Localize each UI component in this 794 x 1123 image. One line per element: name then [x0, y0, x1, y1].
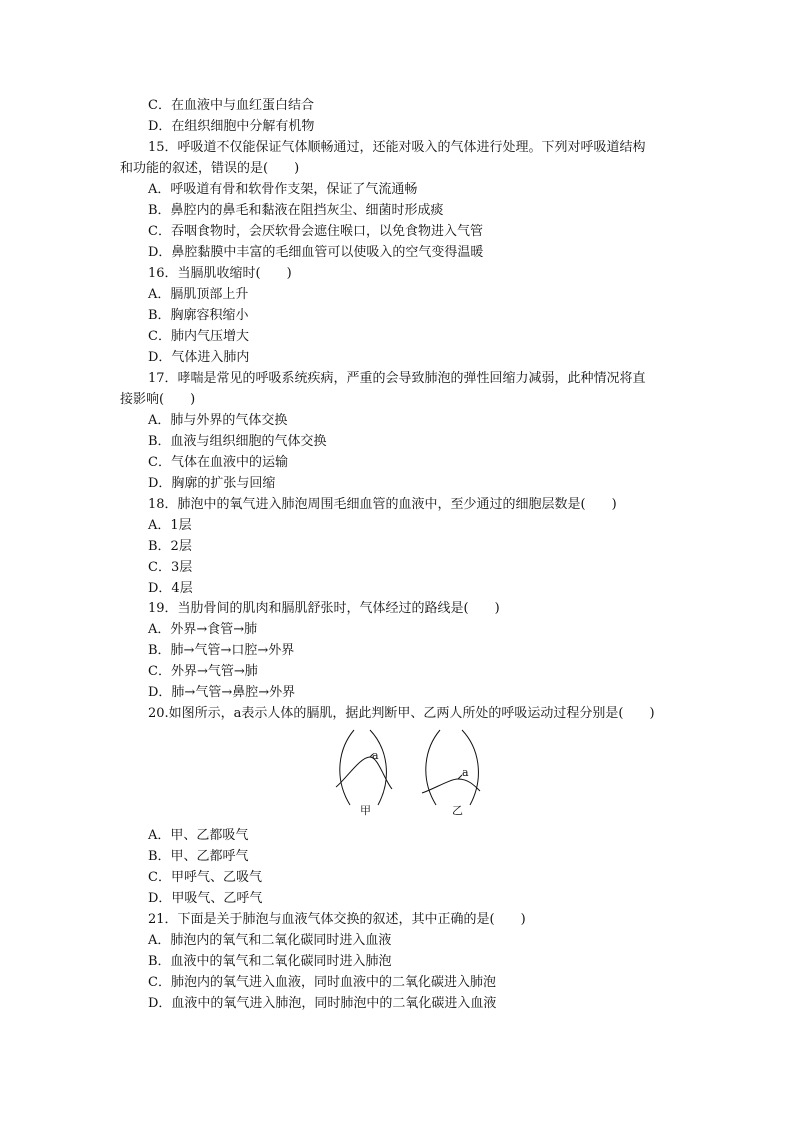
q20-option-a: A．甲、乙都吸气: [148, 828, 249, 843]
caption-jia: 甲: [360, 804, 371, 817]
q16-option-d: D．气体进入肺内: [148, 350, 250, 365]
thorax-jia-left-wall: [340, 730, 354, 805]
diaphragm-figure: [328, 727, 498, 822]
q18-stem: 18．肺泡中的氧气进入肺泡周围毛细血管的血液中，至少通过的细胞层数是( ): [148, 497, 617, 512]
q19-option-b: B．肺→气管→口腔→外界: [148, 643, 295, 658]
q19-option-c: C．外界→气管→肺: [148, 664, 258, 679]
q17-option-b: B．血液与组织细胞的气体交换: [148, 434, 327, 449]
q18-option-d: D．4层: [148, 581, 193, 596]
q16-stem: 16．当膈肌收缩时( ): [148, 266, 292, 281]
thorax-jia-diaphragm: [336, 757, 392, 789]
thorax-diagram-svg: [328, 727, 498, 822]
q17-option-c: C．气体在血液中的运输: [148, 455, 288, 470]
thorax-yi-diaphragm: [422, 779, 480, 793]
thorax-yi-left-wall: [426, 730, 440, 805]
thorax-jia-right-wall: [370, 730, 386, 805]
q20-option-b: B．甲、乙都呼气: [148, 849, 249, 864]
q18-option-b: B．2层: [148, 539, 192, 554]
label-a-left: a: [372, 749, 379, 762]
q21-option-c: C．肺泡内的氧气进入血液，同时血液中的二氧化碳进入肺泡: [148, 975, 496, 990]
q16-option-a: A．膈肌顶部上升: [148, 287, 249, 302]
q15-option-a: A．呼吸道有骨和软骨作支架，保证了气流通畅: [148, 182, 418, 197]
q20-option-c: C．甲呼气、乙吸气: [148, 870, 262, 885]
q15-option-b: B．鼻腔内的鼻毛和黏液在阻挡灰尘、细菌时形成痰: [148, 203, 444, 218]
thorax-jia: [336, 730, 392, 805]
q14-option-c: C．在血液中与血红蛋白结合: [148, 98, 314, 113]
q20-stem: 20.如图所示，a表示人体的膈肌，据此判断甲、乙两人所处的呼吸运动过程分别是( ): [148, 706, 655, 721]
q15-stem-line2: 和功能的叙述，错误的是( ): [120, 161, 300, 176]
q19-option-a: A．外界→食管→肺: [148, 622, 258, 637]
q21-stem: 21．下面是关于肺泡与血液气体交换的叙述，其中正确的是( ): [148, 912, 526, 927]
thorax-yi: [422, 730, 480, 805]
q21-option-a: A．肺泡内的氧气和二氧化碳同时进入血液: [148, 933, 392, 948]
q18-option-a: A．1层: [148, 518, 192, 533]
q16-option-c: C．肺内气压增大: [148, 329, 249, 344]
q15-stem-line1: 15．呼吸道不仅能保证气体顺畅通过，还能对吸入的气体进行处理。下列对呼吸道结构: [148, 140, 646, 155]
q17-option-a: A．肺与外界的气体交换: [148, 413, 288, 428]
q17-stem-line1: 17．哮喘是常见的呼吸系统疾病，严重的会导致肺泡的弹性回缩力减弱，此种情况将直: [148, 371, 646, 386]
q21-option-b: B．血液中的氧气和二氧化碳同时进入肺泡: [148, 954, 392, 969]
q14-option-d: D．在组织细胞中分解有机物: [148, 119, 315, 134]
q19-stem: 19．当肋骨间的肌肉和膈肌舒张时，气体经过的路线是( ): [148, 601, 500, 616]
q16-option-b: B．胸廓容积缩小: [148, 308, 249, 323]
q15-option-d: D．鼻腔黏膜中丰富的毛细血管可以使吸入的空气变得温暖: [148, 245, 484, 260]
q18-option-c: C．3层: [148, 560, 193, 575]
caption-yi: 乙: [452, 804, 463, 817]
q17-option-d: D．胸廓的扩张与回缩: [148, 476, 276, 491]
q15-option-c: C．吞咽食物时，会厌软骨会遮住喉口，以免食物进入气管: [148, 224, 483, 239]
q21-option-d: D．血液中的氧气进入肺泡，同时肺泡中的二氧化碳进入血液: [148, 996, 497, 1011]
label-a-right: a: [462, 766, 469, 779]
q17-stem-line2: 接影响( ): [120, 392, 196, 407]
q19-option-d: D．肺→气管→鼻腔→外界: [148, 685, 296, 700]
q20-option-d: D．甲吸气、乙呼气: [148, 891, 263, 906]
